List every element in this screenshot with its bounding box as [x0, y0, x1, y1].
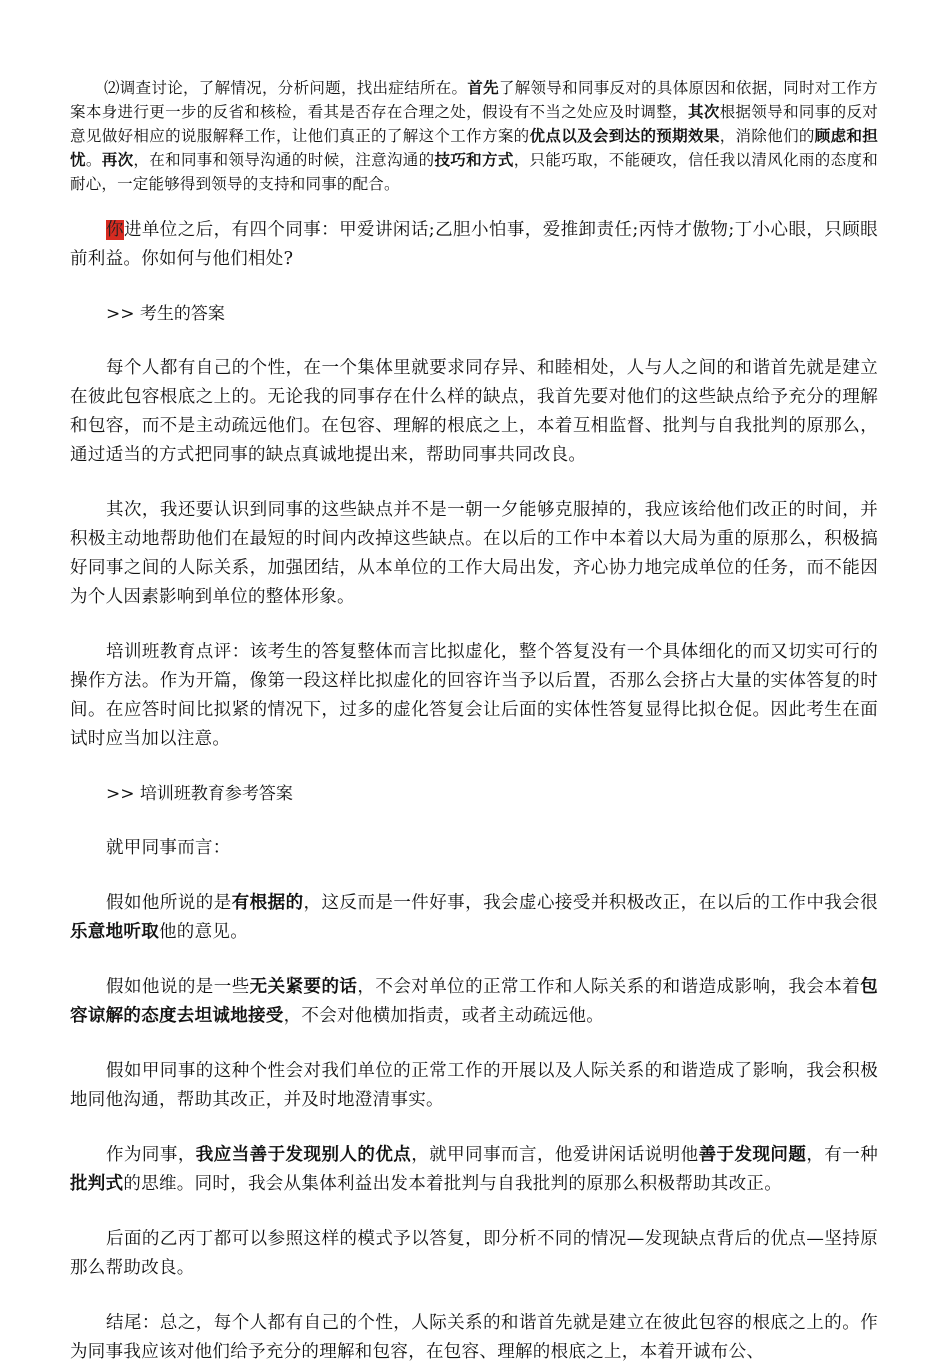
bold-text: 首先	[467, 79, 499, 97]
bold-text: 无关紧要的话	[249, 977, 358, 997]
answer-paragraph-1: 每个人都有自己的个性，在一个集体里就要求同存异、和睦相处，人与人之间的和谐首先就是建立在彼此包容根底之上的。无论我的同事存在什么样的缺点，我首先要对他们的这些缺点给予充分的理解和包容，而不是主动疏远他们。在包容、理解的根底之上，本着互相监督、批判与自我批判的原那么，通过适当的方式把同事的缺点真诚地提出来，帮助同事共同改良。	[70, 358, 878, 465]
question-text: 进单位之后，有四个同事：甲爱讲闲话;乙胆小怕事，爱推卸责任;丙恃才傲物;丁小心眼，只顾眼前利益。你如何与他们相处?	[70, 220, 878, 269]
bold-text: 有根据的	[231, 893, 304, 913]
text: ，不会对单位的正常工作和人际关系的和谐造成影响，我会本着	[357, 977, 861, 997]
text: ，在和同事和领导沟通的时候，注意沟通的	[133, 151, 435, 169]
bold-text: 批判式	[70, 1174, 124, 1194]
question-paragraph	[70, 216, 878, 274]
bold-text: 我应当善于发现别人的优点	[195, 1145, 412, 1165]
text: 了解领导和同事反对的具体原因和依据，同时对工作方案本身进行更一步的反省和核检，看其是否存在合理之处，假设有不当之处应及时调整，	[70, 79, 878, 121]
text: ，有一种	[806, 1145, 878, 1165]
text: ⑵调查讨论，了解情况，分析问题，找出症结所在。	[104, 79, 468, 97]
highlighted-char: 你	[106, 220, 124, 240]
text: 。	[85, 151, 102, 169]
reference-paragraph-3: 假如甲同事的这种个性会对我们单位的正常工作的开展以及人际关系的和谐造成了影响，我会积极地同他沟通，帮助其改正，并及时地澄清事实。	[70, 1061, 878, 1110]
bold-text: 优点以及会到达的预期效果	[529, 127, 720, 145]
paragraph-investigate	[70, 76, 878, 196]
text: 根据领导和同事的反对意见做好相应的说服解释工作，让他们真正的了解这个工作方案的	[70, 103, 878, 145]
text: 假如他说的是一些	[106, 977, 250, 997]
reference-paragraph-4	[70, 1141, 878, 1199]
answer-paragraph-2: 其次，我还要认识到同事的这些缺点并不是一朝一夕能够克服掉的，我应该给他们改正的时间，并积极主动地帮助他们在最短的时间内改掉这些缺点。在以后的工作中本着以大局为重的原那么，积极搞好同事之间的人际关系，加强团结，从本单位的工作大局出发，齐心协力地完成单位的任务，而不能因为个人因素影响到单位的整体形象。	[70, 500, 878, 607]
text: ，只能巧取，不能硬攻，信任我以清风化雨的态度和耐心，一定能够得到领导的支持和同事的配合。	[70, 151, 879, 193]
bold-text: 包容谅解的态度去坦诚地接受	[70, 977, 878, 1026]
bold-text: 善于发现问题	[698, 1145, 807, 1165]
reference-paragraph-5: 后面的乙丙丁都可以参照这样的模式予以答复，即分析不同的情况—发现缺点背后的优点—坚持原那么帮助改良。	[70, 1229, 878, 1278]
bold-text: 技巧和方式	[434, 151, 514, 169]
text: 假如他所说的是	[106, 893, 232, 913]
text: ，就甲同事而言，他爱讲闲话说明他	[411, 1145, 699, 1165]
text: 作为同事，	[106, 1145, 196, 1165]
section-header-candidate: >> 考生的答案	[106, 304, 225, 324]
text: ，不会对他横加指责，或者主动疏远他。	[283, 1006, 605, 1026]
text: 他的意见。	[159, 922, 248, 942]
text: 的思维。同时，我会从集体利益出发本着批判与自我批判的原那么积极帮助其改正。	[123, 1174, 783, 1194]
bold-text: 其次	[687, 103, 720, 121]
review-paragraph: 培训班教育点评：该考生的答复整体而言比拟虚化，整个答复没有一个具体细化的而又切实可行的操作方法。作为开篇，像第一段这样比拟虚化的回容许当予以后置，否那么会挤占大量的实体答复的时间。在应答时间比拟紧的情况下，过多的虚化答复会让后面的实体性答复显得比拟仓促。因此考生在面试时应当加以注意。	[70, 642, 878, 749]
reference-paragraph-2	[70, 973, 878, 1031]
bold-text: 顾虑和担忧	[70, 127, 879, 169]
conclusion-paragraph: 结尾：总之，每个人都有自己的个性，人际关系的和谐首先就是建立在彼此包容的根底之上的。作为同事我应该对他们给予充分的理解和包容，在包容、理解的根底之上，本着开诚布公、	[70, 1313, 878, 1362]
text: ，这反而是一件好事，我会虚心接受并积极改正，在以后的工作中我会很	[303, 893, 878, 913]
section-header-reference: >> 培训班教育参考答案	[106, 784, 293, 804]
text: ，消除他们的	[719, 127, 815, 145]
colleague-jia-intro: 就甲同事而言：	[106, 838, 231, 858]
bold-text: 再次	[101, 151, 134, 169]
bold-text: 乐意地听取	[70, 922, 159, 942]
reference-paragraph-1	[70, 889, 878, 947]
